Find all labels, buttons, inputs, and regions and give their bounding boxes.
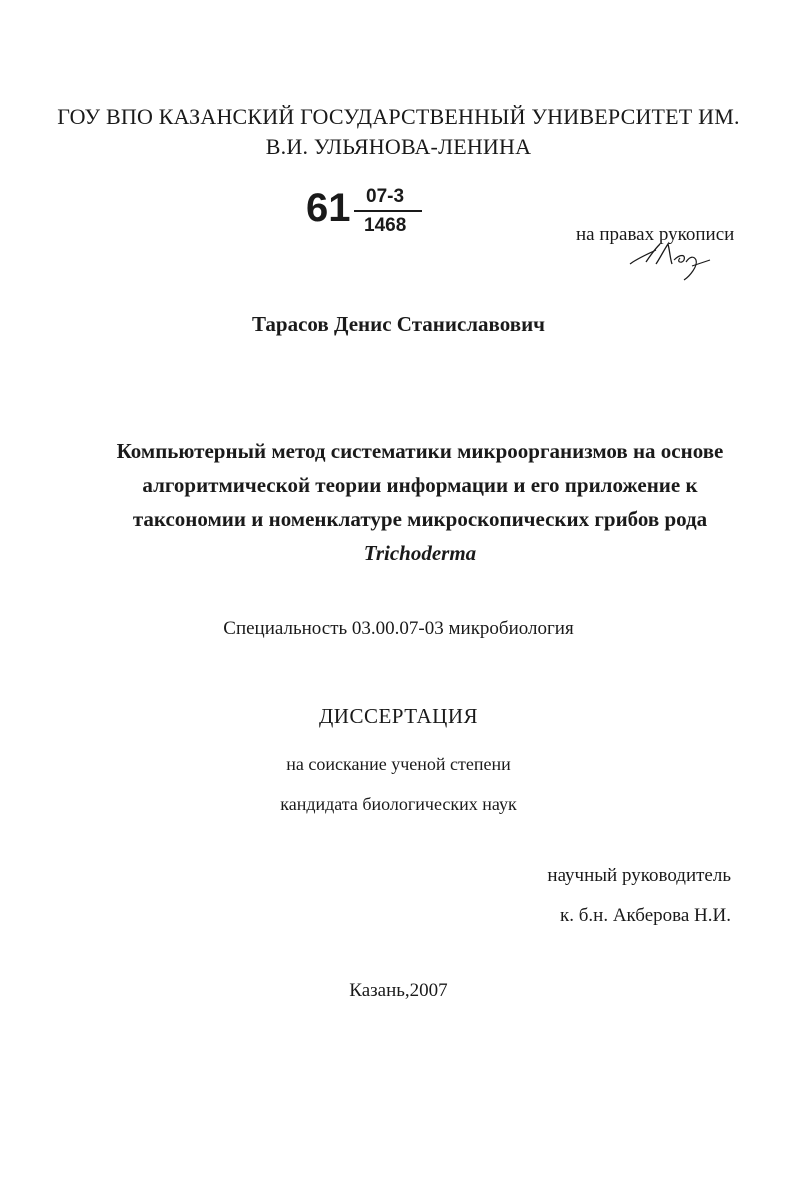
specialty: Специальность 03.00.07-03 микробиология [223,618,574,639]
institution-line-2: В.И. УЛЬЯНОВА-ЛЕНИНА [265,134,532,159]
title-line-2: алгоритмической теории информации и его приложение к [142,473,698,497]
degree-line-2: кандидата биологических наук [280,794,517,814]
library-code-numerator: 07-3 [366,186,405,207]
library-code-denominator: 1468 [364,215,407,236]
institution-line-1: ГОУ ВПО КАЗАНСКИЙ ГОСУДАРСТВЕННЫЙ УНИВЕРСИТЕТ ИМ. [57,104,740,129]
degree-info [0,744,797,824]
supervisor-block [547,856,731,936]
title-line-3: таксономии и номенклатуре микроскопических грибов рода [132,507,708,531]
signature-icon [626,240,712,282]
supervisor-role: научный руководитель [547,865,731,886]
library-code-number: 61 [306,186,351,230]
institution-name [0,102,797,162]
place-year: Казань,2007 [349,980,448,1001]
document-type: ДИССЕРТАЦИЯ [318,704,479,728]
supervisor-name: к. б.н. Акберова Н.И. [560,905,731,926]
author-name: Тарасов Денис Станиславович [251,312,546,336]
rights-note: на правах рукописи [576,224,735,245]
library-code-fraction-line [354,210,422,212]
degree-line-1: на соискание ученой степени [286,754,511,774]
dissertation-title [100,434,740,570]
title-line-1: Компьютерный метод систематики микроорганизмов на основе [116,439,724,463]
title-genus: Trichoderma [363,541,477,565]
